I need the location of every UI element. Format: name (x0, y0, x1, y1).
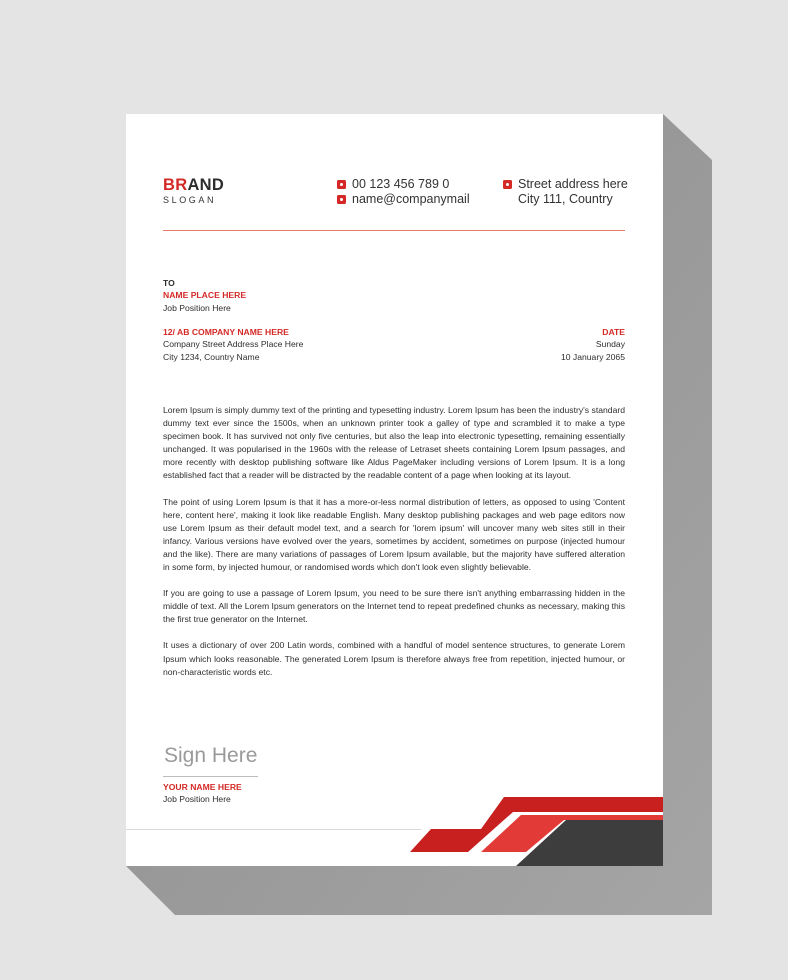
brand-name-dark: AND (187, 176, 225, 194)
phone-number: 00 123 456 789 0 (352, 177, 450, 191)
city-country: City 111, Country (518, 192, 613, 206)
signature-line (163, 776, 258, 777)
signature-placeholder: Sign Here (164, 744, 258, 767)
letter-body (163, 404, 625, 692)
footer-decoration (126, 784, 663, 866)
company-block (163, 326, 303, 363)
address-block (503, 177, 628, 207)
street-address: Street address here (518, 177, 628, 191)
email-address: name@companymail (352, 192, 470, 206)
date-block (561, 326, 625, 363)
brand-name (163, 177, 224, 194)
header-divider (163, 230, 625, 231)
date-value: 10 January 2065 (560, 351, 625, 362)
date-day: Sunday (595, 339, 625, 350)
to-label: TO (163, 278, 175, 288)
brand-logo (163, 177, 224, 206)
contact-block (337, 177, 470, 207)
company-city: City 1234, Country Name (163, 351, 260, 362)
company-street: Company Street Address Place Here (163, 339, 304, 350)
recipient-position: Job Position Here (163, 302, 231, 313)
body-paragraph-2: The point of using Lorem Ipsum is that it has a more-or-less normal distribution of letters, as opposed to using 'Content here, content here', making it look like readable English. Many desktop publishing packages and web page editors now use Lorem Ipsum as their default model text, and a search for 'lorem ipsum' will uncover many web sites still in their infancy. Various versions have evolved over the years, sometimes by accident, sometimes on purpose (injected humour and the like). There are many variations of passages of Lorem Ipsum available, but the majority have suffered alteration in some form, by injected humour, or randomised words which don't look even slightly believable. (163, 496, 625, 573)
phone-icon (337, 180, 346, 189)
brand-name-red: BR (163, 176, 188, 194)
mail-icon (337, 195, 346, 204)
brand-slogan: SLOGAN (163, 195, 217, 205)
signer-position: Job Position Here (163, 794, 231, 805)
company-name: 12/ AB COMPANY NAME HERE (163, 327, 289, 337)
signer-name: YOUR NAME HERE (163, 782, 242, 792)
recipient-name: NAME PLACE HERE (163, 290, 247, 301)
recipient-block (163, 277, 246, 314)
letterhead-page (126, 114, 663, 866)
body-paragraph-3: If you are going to use a passage of Lorem Ipsum, you need to be sure there isn't anything embarrassing hidden in the middle of text. All the Lorem Ipsum generators on the Internet tend to repeat predefined chunks as necessary, making this the first true generator on the Internet. (163, 588, 625, 625)
date-label: DATE (602, 327, 625, 337)
location-pin-icon (503, 180, 512, 189)
body-paragraph-1: Lorem Ipsum is simply dummy text of the printing and typesetting industry. Lorem Ipsum has been the industry's standard dummy text ever since the 1500s, when an unknown printer took a galley of type and scrambled it to make a type specimen book. It has survived not only five centuries, but also the leap into electronic typesetting, remaining essentially unchanged. It was popularised in the 1960s with the release of Letraset sheets containing Lorem Ipsum passages, and more recently with desktop publishing software like Aldus PageMaker including versions of Lorem Ipsum. It is a long established fact that a reader will be distracted by the readable content of a page when looking at its layout. (163, 405, 625, 481)
body-paragraph-4: It uses a dictionary of over 200 Latin words, combined with a handful of model sentence structures, to generate Lorem Ipsum which looks reasonable. The generated Lorem Ipsum is therefore always free from repetition, injected humour, or non-characteristic words etc. (163, 640, 625, 677)
